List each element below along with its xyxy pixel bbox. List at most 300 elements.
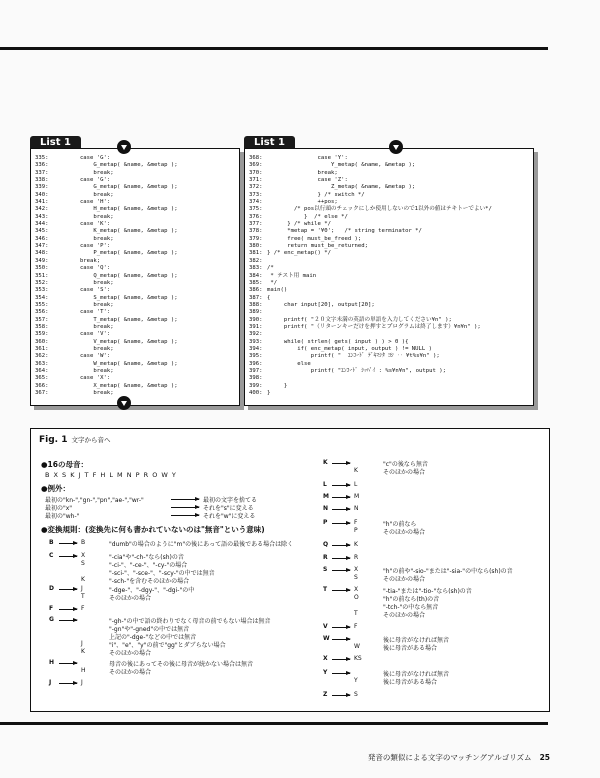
code-line xyxy=(249,324,529,331)
rule-target-letter: T xyxy=(81,593,85,600)
line-text: break; xyxy=(53,213,114,220)
code-line xyxy=(35,309,235,316)
rule-target-letter: X xyxy=(354,566,359,573)
rule-source-letter: X xyxy=(323,655,328,662)
code-line xyxy=(35,192,235,199)
line-number: 379: xyxy=(249,235,263,242)
line-number: 381: xyxy=(249,250,263,257)
line-number: 350: xyxy=(35,265,49,272)
rule-source-letter: C xyxy=(49,552,54,559)
line-text: /* pos以行頭のチェックにしか使用しないので1以外の値はテキトーでよい*/ xyxy=(267,206,492,213)
figure-caption: 文字から音へ xyxy=(71,436,111,444)
line-number: 335: xyxy=(35,155,49,161)
rule-target-letter: J xyxy=(81,585,83,592)
code-line xyxy=(35,206,235,213)
line-text: break; xyxy=(53,390,114,396)
line-number: 388: xyxy=(249,301,263,308)
line-text: G_metap( &name, &metap ); xyxy=(53,184,178,191)
figure-title: Fig. 1 文字から音へ xyxy=(39,435,111,445)
arrow-icon xyxy=(59,556,77,557)
line-text: break; xyxy=(53,323,114,330)
line-text: H_metap( &name, &metap ); xyxy=(53,206,178,213)
rule-target-letter: KS xyxy=(354,655,362,662)
code-listing-right xyxy=(244,137,534,406)
arrow-icon xyxy=(332,509,350,510)
rule-target-letter: R xyxy=(354,554,359,561)
line-number: 390: xyxy=(249,316,263,323)
line-number: 358: xyxy=(35,323,49,330)
line-number: 387: xyxy=(249,294,263,301)
rule-source-letter: S xyxy=(323,566,328,573)
exception-source: 最初の"wh-" xyxy=(45,513,80,520)
line-number: 357: xyxy=(35,316,49,323)
line-text: ++pos; xyxy=(267,199,338,206)
vowels-heading: ●16の母音： xyxy=(41,460,88,469)
code-line xyxy=(35,162,235,169)
rules-heading: ●変換規則：(変換先に何も書かれていないのは"無音"という意味) xyxy=(41,525,265,534)
rule-target-letter: X xyxy=(354,586,359,593)
code-line xyxy=(35,155,235,162)
line-text: case 'T': xyxy=(53,309,111,316)
line-number: 369: xyxy=(249,162,263,169)
line-text: case 'X': xyxy=(53,375,111,382)
code-line xyxy=(249,302,529,309)
rule-source-letter: Y xyxy=(323,669,328,676)
line-number: 393: xyxy=(249,338,263,345)
line-number: 347: xyxy=(35,243,49,250)
line-number: 367: xyxy=(35,390,49,396)
line-number: 361: xyxy=(35,345,49,352)
rule-target-letter: S xyxy=(354,691,358,698)
rule-description: "-tia-"または"-tio-"なら(sh)の音 xyxy=(383,588,472,595)
line-text: Y_metap( &name, &metap ); xyxy=(267,162,416,169)
rule-description: そのほかの場合 xyxy=(383,469,426,476)
line-number: 345: xyxy=(35,228,49,235)
rule-description: 後に母音がある場合 xyxy=(383,679,438,686)
code-line xyxy=(249,368,529,375)
line-text: } xyxy=(267,390,271,396)
line-text: T_metap( &name, &metap ); xyxy=(53,316,178,323)
line-number: 384: xyxy=(249,272,263,279)
line-text: else xyxy=(267,360,311,367)
line-number: 377: xyxy=(249,221,263,228)
rule-target-letter: S xyxy=(354,574,358,581)
line-text: break; xyxy=(53,169,114,176)
code-line xyxy=(35,214,235,221)
arrow-icon xyxy=(59,663,77,664)
line-number: 399: xyxy=(249,382,263,389)
rule-source-letter: V xyxy=(323,623,328,630)
line-text: W_metap( &name, &metap ); xyxy=(53,360,178,367)
rule-description: "h"の前なら xyxy=(383,521,417,528)
rule-description: "-ci-"、"-ce-"、"-cy-"の場合 xyxy=(109,562,188,569)
listing-title: List 1 xyxy=(30,136,81,148)
code-line xyxy=(35,199,235,206)
line-number: 383: xyxy=(249,265,263,272)
exceptions-heading: ●例外： xyxy=(41,484,71,493)
arrow-icon xyxy=(171,507,199,508)
code-line xyxy=(35,170,235,177)
arrow-icon xyxy=(171,515,199,516)
rule-description: そのほかの場合 xyxy=(109,669,152,676)
line-number: 396: xyxy=(249,360,263,367)
line-text: case 'S': xyxy=(53,287,111,294)
code-line xyxy=(35,339,235,346)
code-line xyxy=(35,324,235,331)
code-line xyxy=(249,287,529,294)
arrow-icon xyxy=(332,627,350,628)
code-line xyxy=(249,295,529,302)
line-text: S_metap( &name, &metap ); xyxy=(53,294,178,301)
line-number: 342: xyxy=(35,206,49,213)
rule-target-letter: J xyxy=(81,679,83,686)
code-line xyxy=(249,339,529,346)
page-number: 25 xyxy=(539,753,550,762)
rule-description: "-tch-"の中なら無音 xyxy=(383,604,439,611)
arrow-icon xyxy=(332,570,350,571)
rule-description: "-sci-"、"-sce-"、"-scy-"の中では無音 xyxy=(109,570,215,577)
code-line xyxy=(249,214,529,221)
rule-source-letter: B xyxy=(49,539,54,546)
code-lines xyxy=(35,155,235,397)
marker-icon xyxy=(117,396,131,410)
top-rule xyxy=(0,47,548,50)
line-text: } /* enc_metap() */ xyxy=(267,250,331,257)
rule-source-letter: F xyxy=(49,605,54,612)
line-number: 365: xyxy=(35,375,49,382)
line-text: break; xyxy=(53,235,114,242)
rule-source-letter: R xyxy=(323,554,328,561)
code-line xyxy=(35,368,235,375)
arrow-icon xyxy=(59,609,77,610)
line-text: break; xyxy=(53,367,114,374)
code-line xyxy=(249,331,529,338)
arrow-icon xyxy=(171,499,199,500)
line-text: break; xyxy=(53,301,114,308)
line-text: printf( "（リターンキーだけを押すとプログラムは終了します）¥n¥n" ); xyxy=(267,323,481,330)
code-line xyxy=(249,206,529,213)
line-number: 386: xyxy=(249,287,263,294)
rule-description: 後に母音がある場合 xyxy=(383,645,438,652)
line-text: break; xyxy=(53,279,114,286)
code-line xyxy=(35,287,235,294)
rule-target-letter: K xyxy=(354,541,358,548)
line-text: case 'G': xyxy=(53,155,111,161)
rule-description: "-sch-"を含むそのほかの場合 xyxy=(109,578,190,585)
code-line xyxy=(35,331,235,338)
exception-result: それを"w"に変える xyxy=(203,513,256,520)
code-line xyxy=(35,361,235,368)
code-line xyxy=(35,346,235,353)
line-text: printf( " ｴﾝｺｰﾄﾞ ﾃﾞｷﾏｼﾀ ﾖｼ ‥ ¥t%s¥n" ); xyxy=(267,353,440,360)
line-number: 366: xyxy=(35,382,49,389)
rule-source-letter: M xyxy=(323,493,329,500)
rule-target-letter: B xyxy=(81,539,86,546)
code-line xyxy=(35,375,235,382)
rule-target-letter: F xyxy=(81,605,85,612)
line-number: 368: xyxy=(249,155,263,161)
line-number: 339: xyxy=(35,184,49,191)
code-line xyxy=(249,383,529,390)
line-text: case 'G': xyxy=(53,177,111,184)
arrow-icon xyxy=(332,673,350,674)
rule-source-letter: L xyxy=(323,481,327,488)
rule-description: 母音の後にあってその後に母音が続かない場合は無音 xyxy=(109,661,253,668)
code-line xyxy=(249,228,529,235)
line-text: if( enc_metap( input, output ) != NULL ) xyxy=(267,345,433,352)
rule-source-letter: G xyxy=(49,616,54,623)
rule-source-letter: D xyxy=(49,585,54,592)
line-text: case 'Z': xyxy=(267,177,348,184)
line-text: char input[20], output[20]; xyxy=(267,301,375,308)
code-line xyxy=(249,170,529,177)
arrow-icon xyxy=(332,659,350,660)
exception-result: それを"s"に変える xyxy=(203,505,254,512)
rule-description: "-gn"や"-gned"の中では無音 xyxy=(109,626,190,633)
rule-description: "-dge-"、"-dgy-"、"-dgi-"の中 xyxy=(109,587,195,594)
arrow-icon xyxy=(59,543,77,544)
line-number: 336: xyxy=(35,162,49,169)
arrow-icon xyxy=(59,620,77,621)
code-line xyxy=(35,383,235,390)
rule-source-letter: Q xyxy=(323,541,329,548)
code-line xyxy=(35,184,235,191)
line-number: 346: xyxy=(35,235,49,242)
rule-description: そのほかの場合 xyxy=(109,650,152,657)
arrow-icon xyxy=(59,589,77,590)
line-number: 344: xyxy=(35,221,49,228)
rule-description: そのほかの場合 xyxy=(109,595,152,602)
line-number: 371: xyxy=(249,177,263,184)
arrow-icon xyxy=(332,545,350,546)
rule-target-letter: T xyxy=(354,610,358,617)
line-number: 397: xyxy=(249,367,263,374)
bottom-rule xyxy=(0,722,548,725)
line-text: break; xyxy=(53,257,101,264)
line-number: 385: xyxy=(249,279,263,286)
rule-description: そのほかの場合 xyxy=(383,612,426,619)
line-number: 394: xyxy=(249,345,263,352)
code-line xyxy=(249,309,529,316)
line-number: 376: xyxy=(249,213,263,220)
rule-description: "dumb"の場合のように"m"の後にあって語の最後である場合は除く xyxy=(109,541,294,548)
line-text: } /* else */ xyxy=(267,213,348,220)
line-text: printf( "２０文字未満の英語の単語を入力してください¥n" ); xyxy=(267,316,452,323)
line-number: 340: xyxy=(35,191,49,198)
rule-description: 上記の"-dge-"などの中では無音 xyxy=(109,634,197,641)
line-number: 337: xyxy=(35,169,49,176)
code-line xyxy=(35,295,235,302)
code-line xyxy=(249,280,529,287)
line-number: 338: xyxy=(35,177,49,184)
rule-description: そのほかの場合 xyxy=(383,529,426,536)
line-text: while( strlen( gets( input ) ) > 0 ){ xyxy=(267,338,409,345)
code-listing-left xyxy=(30,137,240,406)
code-line xyxy=(249,243,529,250)
rule-description: そのほかの場合 xyxy=(383,576,426,583)
rule-description: "h"の前や"-sio-"または"-sia-"の中なら(sh)の音 xyxy=(383,568,513,575)
line-number: 370: xyxy=(249,169,263,176)
line-number: 349: xyxy=(35,257,49,264)
code-line xyxy=(249,184,529,191)
rule-target-letter: H xyxy=(81,667,86,674)
rule-description: "-gh-"の中で語の終わりでなく母音の前でもない場合は無音 xyxy=(109,618,271,625)
rule-target-letter: S xyxy=(81,560,85,567)
arrow-icon xyxy=(332,695,350,696)
line-number: 360: xyxy=(35,338,49,345)
marker-icon xyxy=(117,140,131,154)
arrow-icon xyxy=(332,485,350,486)
line-number: 343: xyxy=(35,213,49,220)
line-number: 391: xyxy=(249,323,263,330)
line-text: break; xyxy=(53,191,114,198)
code-line xyxy=(35,221,235,228)
line-text: V_metap( &name, &metap ); xyxy=(53,338,178,345)
rule-target-letter: X xyxy=(81,552,86,559)
line-text: printf( "ｴﾝｺｰﾄﾞ ｼｯﾊﾟｲ : %s¥n¥n", output ); xyxy=(267,367,446,374)
line-text: case 'K': xyxy=(53,221,111,228)
rule-target-letter: N xyxy=(354,505,359,512)
code-line xyxy=(249,375,529,382)
line-text: P_metap( &name, &metap ); xyxy=(53,250,178,257)
line-text: Z_metap( &name, &metap ); xyxy=(267,184,416,191)
rule-source-letter: K xyxy=(323,459,328,466)
code-line xyxy=(249,273,529,280)
line-text: /* xyxy=(267,265,274,272)
line-text: main() xyxy=(267,287,288,294)
line-number: 374: xyxy=(249,199,263,206)
code-line xyxy=(35,236,235,243)
code-line xyxy=(249,361,529,368)
code-line xyxy=(35,177,235,184)
arrow-icon xyxy=(59,683,77,684)
exception-source: 最初の"x" xyxy=(45,505,73,512)
exception-result: 最初の文字を捨てる xyxy=(203,497,258,504)
line-number: 364: xyxy=(35,367,49,374)
code-line xyxy=(35,302,235,309)
rule-target-letter: F xyxy=(354,623,358,630)
code-line xyxy=(249,353,529,360)
code-line xyxy=(35,390,235,397)
line-number: 351: xyxy=(35,272,49,279)
line-number: 354: xyxy=(35,294,49,301)
line-number: 378: xyxy=(249,228,263,235)
figure-1 xyxy=(30,428,550,712)
line-text: *metap = '¥0'; /* string terminator */ xyxy=(267,228,422,235)
arrow-icon xyxy=(332,639,350,640)
line-text: Q_metap( &name, &metap ); xyxy=(53,272,178,279)
code-line xyxy=(249,162,529,169)
code-line xyxy=(249,192,529,199)
line-text: return must_be_returned; xyxy=(267,243,369,250)
line-number: 398: xyxy=(249,375,263,382)
line-text: } /* switch */ xyxy=(267,191,365,198)
code-line xyxy=(249,236,529,243)
rule-source-letter: T xyxy=(323,586,328,593)
line-text: case 'V': xyxy=(53,331,111,338)
code-line xyxy=(35,353,235,360)
rule-target-letter: Y xyxy=(354,677,358,684)
rule-source-letter: J xyxy=(49,679,52,686)
line-number: 373: xyxy=(249,191,263,198)
line-number: 359: xyxy=(35,331,49,338)
line-text: break; xyxy=(267,169,338,176)
line-number: 353: xyxy=(35,287,49,294)
arrow-icon xyxy=(332,523,350,524)
line-number: 355: xyxy=(35,301,49,308)
rule-source-letter: H xyxy=(49,659,55,666)
line-number: 392: xyxy=(249,331,263,338)
rule-description: 後に母音がなければ無音 xyxy=(383,637,450,644)
line-number: 400: xyxy=(249,390,263,396)
arrow-icon xyxy=(332,558,350,559)
code-line xyxy=(35,273,235,280)
rule-target-letter: K xyxy=(81,576,85,583)
line-number: 382: xyxy=(249,257,263,264)
rule-target-letter: O xyxy=(354,594,359,601)
code-line xyxy=(35,258,235,265)
line-number: 395: xyxy=(249,353,263,360)
code-line xyxy=(35,228,235,235)
rule-source-letter: N xyxy=(323,505,329,512)
line-number: 356: xyxy=(35,309,49,316)
line-text: } /* while */ xyxy=(267,221,331,228)
rule-target-letter: K xyxy=(81,648,85,655)
code-line xyxy=(35,243,235,250)
code-line xyxy=(249,221,529,228)
rule-source-letter: P xyxy=(323,519,328,526)
line-text: } xyxy=(267,382,288,389)
code-line xyxy=(249,317,529,324)
rule-target-letter: J xyxy=(81,640,83,647)
line-number: 372: xyxy=(249,184,263,191)
arrow-icon xyxy=(332,590,350,591)
rule-description: "-cia"や"-ch-"なら(sh)の音 xyxy=(109,554,184,561)
code-line xyxy=(249,258,529,265)
footer-title: 発音の類似による文字のマッチングアルゴリズム xyxy=(367,753,532,762)
rule-target-letter: K xyxy=(354,467,358,474)
code-line xyxy=(249,265,529,272)
line-text: case 'W': xyxy=(53,353,111,360)
line-number: 352: xyxy=(35,279,49,286)
line-text: G_metap( &name, &metap ); xyxy=(53,162,178,169)
arrow-icon xyxy=(332,497,350,498)
line-text: free( must_be_freed ); xyxy=(267,235,362,242)
line-text: X_metap( &name, &metap ); xyxy=(53,382,178,389)
line-number: 363: xyxy=(35,360,49,367)
line-text: K_metap( &name, &metap ); xyxy=(53,228,178,235)
rule-source-letter: W xyxy=(323,635,330,642)
code-line xyxy=(249,177,529,184)
line-text: case 'Q': xyxy=(53,265,111,272)
line-text: case 'P': xyxy=(53,243,111,250)
code-line xyxy=(249,155,529,162)
code-line xyxy=(35,317,235,324)
rule-source-letter: Z xyxy=(323,691,328,698)
rule-target-letter: F xyxy=(354,519,358,526)
line-number: 389: xyxy=(249,309,263,316)
line-number: 362: xyxy=(35,353,49,360)
exception-source: 最初の"kn-","gn-","pn","ae-","wr-" xyxy=(45,497,144,504)
line-number: 348: xyxy=(35,250,49,257)
line-number: 375: xyxy=(249,206,263,213)
marker-icon xyxy=(389,140,403,154)
rule-description: "h"の前なら(th)の音 xyxy=(383,596,440,603)
code-line xyxy=(35,265,235,272)
code-line xyxy=(35,280,235,287)
code-line xyxy=(249,390,529,397)
line-text: */ xyxy=(267,279,278,286)
